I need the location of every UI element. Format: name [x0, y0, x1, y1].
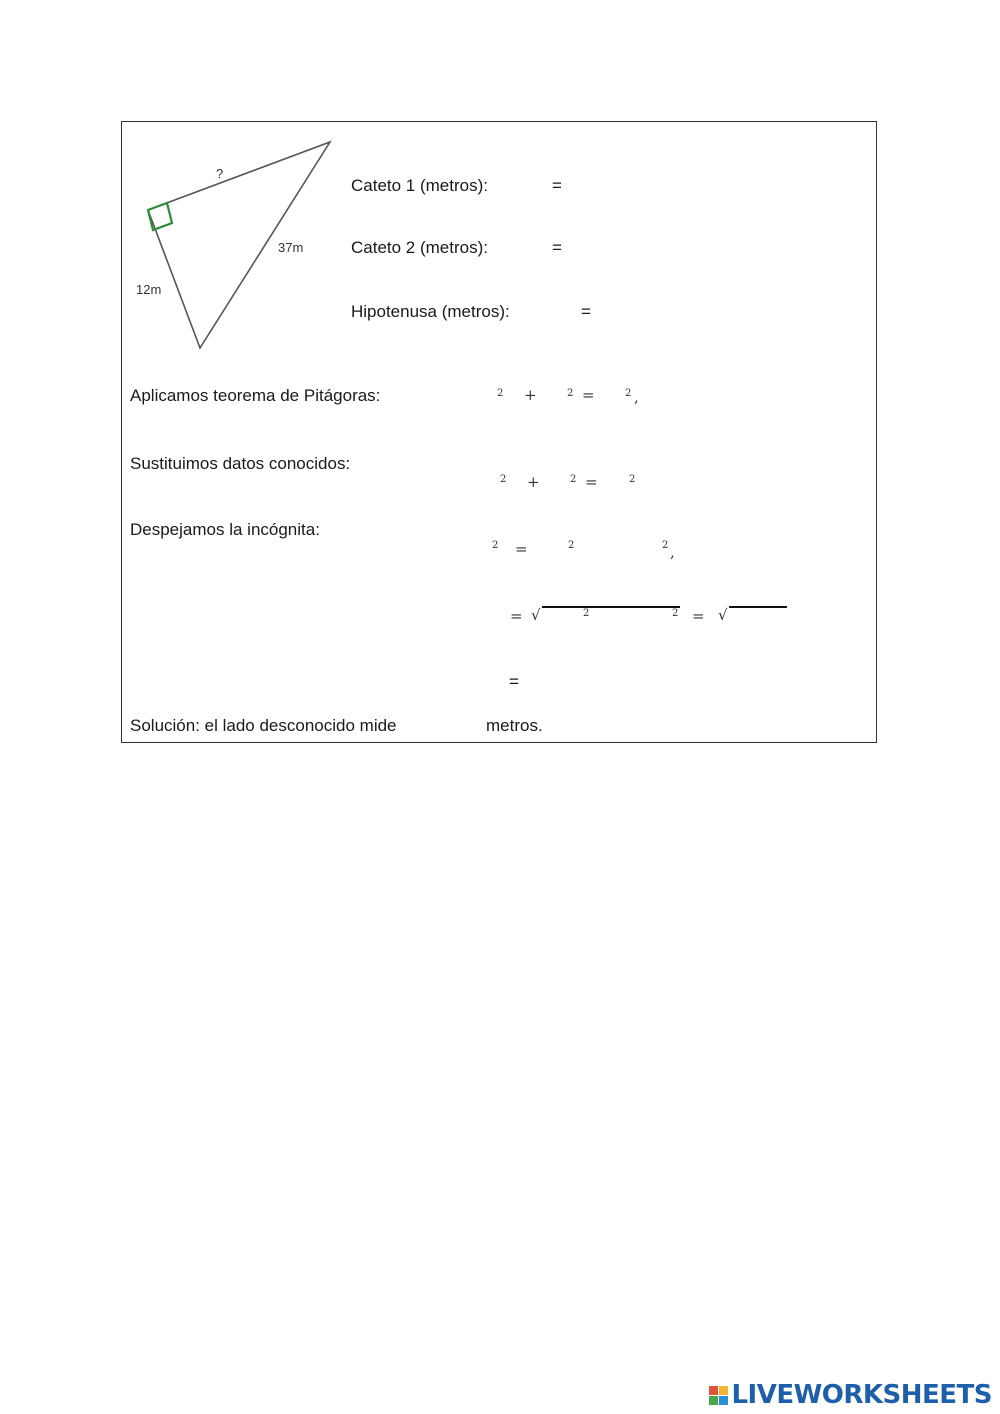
sustituimos-c-exp: 2 [629, 474, 636, 485]
sustituimos-c-input[interactable] [604, 470, 628, 494]
right-angle-marker [148, 203, 172, 230]
pitagoras-a-exp: 2 [497, 388, 504, 399]
cateto1-equals: = [552, 176, 562, 195]
pitagoras-comma: , [634, 388, 639, 406]
solution-suffix: metros. [486, 716, 543, 735]
despejamos-x-input[interactable] [467, 536, 491, 560]
root-operator-input[interactable] [596, 606, 632, 630]
root-equals-1: = [510, 607, 523, 625]
despejamos-equals: = [515, 540, 528, 558]
pitagoras-c-input[interactable] [599, 384, 623, 408]
root-var-input[interactable] [484, 602, 508, 626]
despejamos-x-exp: 2 [492, 540, 499, 551]
cateto1-input[interactable] [506, 174, 546, 198]
cateto2-label: Cateto 2 (metros): [351, 238, 488, 257]
cateto1-value-input[interactable] [568, 174, 638, 198]
sustituimos-label: Sustituimos datos conocidos: [130, 454, 351, 473]
hipotenusa-value-input[interactable] [598, 300, 668, 324]
sustituimos-b-exp: 2 [570, 474, 577, 485]
final-equals: = [509, 672, 519, 691]
pitagoras-plus: + [524, 386, 537, 404]
hipotenusa-equals: = [581, 302, 591, 321]
leg-side-label: 12m [136, 282, 162, 297]
sqrt-symbol-2: √ [718, 606, 728, 624]
sustituimos-equals: = [585, 473, 598, 491]
pitagoras-a-input[interactable] [472, 384, 496, 408]
right-triangle-figure [132, 136, 352, 356]
worksheet-box [121, 121, 877, 743]
hipotenusa-input[interactable] [530, 300, 575, 324]
solution-input[interactable] [422, 714, 482, 738]
despejamos-label: Despejamos la incógnita: [130, 520, 320, 539]
sqrt-symbol-1: √ [531, 606, 541, 624]
root-c-input[interactable] [546, 606, 582, 630]
despejamos-b-input[interactable] [622, 536, 660, 560]
logo-text: LIVEWORKSHEETS [731, 1380, 992, 1410]
sustituimos-a-input[interactable] [474, 470, 498, 494]
pitagoras-equals: = [582, 386, 595, 404]
cateto2-input[interactable] [506, 236, 546, 260]
liveworksheets-logo [709, 1380, 992, 1410]
sustituimos-a-exp: 2 [500, 474, 507, 485]
despejamos-c-input[interactable] [536, 536, 566, 560]
despejamos-operator-input[interactable] [582, 536, 618, 560]
pitagoras-c-exp: 2 [625, 388, 632, 399]
root-result-input[interactable] [732, 608, 786, 632]
root-equals-2: = [692, 607, 705, 625]
hipotenusa-label: Hipotenusa (metros): [351, 302, 510, 321]
hypotenuse-side-label: 37m [278, 240, 304, 255]
cateto1-label: Cateto 1 (metros): [351, 176, 488, 195]
cateto2-value-input[interactable] [568, 236, 638, 260]
despejamos-c-exp: 2 [568, 540, 575, 551]
pitagoras-label: Aplicamos teorema de Pitágoras: [130, 386, 381, 405]
despejamos-comma: , [670, 543, 675, 561]
sustituimos-b-input[interactable] [545, 470, 569, 494]
final-value-input[interactable] [526, 668, 606, 692]
sustituimos-plus: + [527, 473, 540, 491]
logo-mark-icon [709, 1386, 728, 1405]
solution-prefix: Solución: el lado desconocido mide [130, 716, 397, 735]
cateto2-equals: = [552, 238, 562, 257]
unknown-side-label: ? [216, 166, 224, 181]
root-b-input[interactable] [636, 606, 670, 630]
pitagoras-b-exp: 2 [567, 388, 574, 399]
root-b-exp: 2 [672, 608, 679, 619]
pitagoras-b-input[interactable] [542, 384, 566, 408]
despejamos-b-exp: 2 [662, 540, 669, 551]
root-c-exp: 2 [583, 608, 590, 619]
final-var-input[interactable] [482, 668, 506, 692]
